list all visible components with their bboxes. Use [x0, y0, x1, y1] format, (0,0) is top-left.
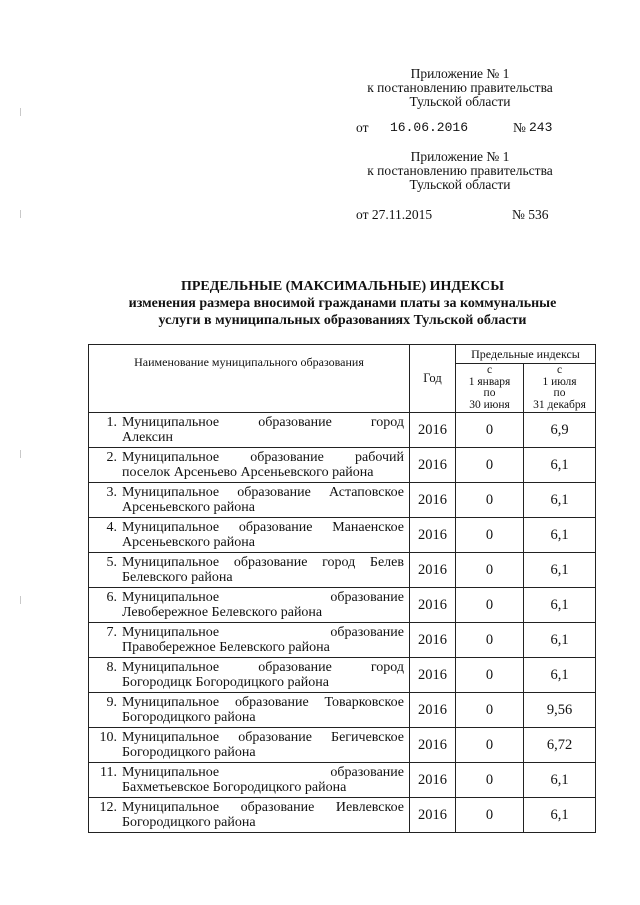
- amendment-date-prefix: от: [356, 120, 369, 135]
- cell-municipality: [89, 483, 410, 518]
- document-heading: [60, 278, 625, 329]
- cell-year: 2016: [410, 553, 456, 588]
- binder-mark: [20, 210, 21, 218]
- column-header-limits: Предельные индексы: [456, 345, 596, 364]
- table-row: [89, 588, 596, 623]
- municipality-name-line: Муниципальное образование город Белев: [122, 555, 404, 570]
- period-text: 1 июля: [542, 375, 577, 388]
- municipality-name-line: Алексин: [122, 430, 173, 445]
- cell-index-first-half: 0: [456, 588, 524, 623]
- cell-index-second-half: 6,1: [524, 623, 596, 658]
- municipality-name-line: Правобережное Белевского района: [122, 640, 330, 655]
- annex-line: к постановлению правительства: [367, 163, 553, 178]
- period-text: с: [556, 364, 563, 376]
- cell-index-first-half: 0: [456, 623, 524, 658]
- amendment-annex-header: [340, 67, 580, 109]
- annex-line: Тульской области: [409, 94, 511, 109]
- cell-index-first-half: 0: [456, 483, 524, 518]
- cell-index-first-half: 0: [456, 448, 524, 483]
- cell-municipality: [89, 588, 410, 623]
- period-text: 1 января: [468, 375, 511, 388]
- cell-index-first-half: 0: [456, 728, 524, 763]
- cell-year: 2016: [410, 413, 456, 448]
- municipality-name-line: Богородицкого района: [122, 815, 256, 830]
- indices-table-body: [89, 345, 596, 833]
- municipality-name-line: Богородицкого района: [122, 710, 256, 725]
- table-row: [89, 728, 596, 763]
- municipality-name-line: Муниципальное образование: [122, 625, 404, 640]
- column-header-second-half: [524, 364, 596, 413]
- binder-mark: [20, 596, 21, 604]
- column-header-name: Наименование муниципального образования: [89, 345, 410, 413]
- cell-index-second-half: 9,56: [524, 693, 596, 728]
- heading-line: ПРЕДЕЛЬНЫЕ (МАКСИМАЛЬНЫЕ) ИНДЕКСЫ: [180, 279, 505, 294]
- row-number: 10.: [99, 730, 117, 745]
- cell-index-first-half: 0: [456, 798, 524, 833]
- cell-index-first-half: 0: [456, 518, 524, 553]
- municipality-name-line: Арсеньевского района: [122, 500, 255, 515]
- municipality-name-line: Муниципальное образование: [122, 765, 404, 780]
- cell-municipality: [89, 728, 410, 763]
- municipality-name-line: Муниципальное образование рабочий: [122, 450, 404, 465]
- period-text: с: [486, 364, 493, 376]
- row-number: 5.: [106, 555, 117, 570]
- row-number: 4.: [106, 520, 117, 535]
- original-annex-header: [340, 150, 580, 192]
- row-number: 7.: [106, 625, 117, 640]
- cell-index-first-half: 0: [456, 413, 524, 448]
- period-text: по: [483, 387, 496, 399]
- cell-year: 2016: [410, 448, 456, 483]
- table-row: [89, 483, 596, 518]
- cell-municipality: [89, 413, 410, 448]
- cell-municipality: [89, 448, 410, 483]
- municipality-name-line: Муниципальное образование город: [122, 415, 404, 430]
- cell-municipality: [89, 553, 410, 588]
- annex-title: Приложение № 1: [410, 149, 510, 164]
- heading-line: услуги в муниципальных образованиях Тульской области: [158, 313, 527, 328]
- municipality-name-line: Муниципальное образование Иевлевское: [122, 800, 404, 815]
- municipality-name-line: Муниципальное образование Бегичевское: [122, 730, 404, 745]
- original-date: от 27.11.2015: [356, 207, 433, 222]
- cell-year: 2016: [410, 588, 456, 623]
- cell-year: 2016: [410, 518, 456, 553]
- binder-mark: [20, 450, 21, 458]
- cell-municipality: [89, 658, 410, 693]
- cell-year: 2016: [410, 763, 456, 798]
- row-number: 2.: [106, 450, 117, 465]
- municipality-name-line: Богородицк Богородицкого района: [122, 675, 329, 690]
- period-text: 31 декабря: [533, 398, 586, 411]
- municipality-name-line: Бахметьевское Богородицкого района: [122, 780, 347, 795]
- heading-line: изменения размера вносимой гражданами платы за коммунальные: [128, 296, 557, 311]
- indices-table: [88, 344, 596, 833]
- cell-year: 2016: [410, 693, 456, 728]
- amendment-number-sign: №: [513, 120, 526, 135]
- period-text: по: [553, 387, 566, 399]
- table-header-row: [89, 345, 596, 364]
- municipality-name-line: поселок Арсеньево Арсеньевского района: [122, 465, 374, 480]
- amendment-number: 243: [529, 120, 553, 135]
- cell-index-second-half: 6,1: [524, 798, 596, 833]
- cell-index-first-half: 0: [456, 553, 524, 588]
- cell-index-second-half: 6,1: [524, 518, 596, 553]
- original-number: № 536: [512, 207, 549, 222]
- table-row: [89, 553, 596, 588]
- cell-index-first-half: 0: [456, 658, 524, 693]
- municipality-name-line: Муниципальное образование Астаповское: [122, 485, 404, 500]
- table-row: [89, 448, 596, 483]
- annex-line: Тульской области: [409, 177, 511, 192]
- municipality-name-line: Богородицкого района: [122, 745, 256, 760]
- row-number: 11.: [100, 765, 117, 780]
- cell-index-second-half: 6,1: [524, 483, 596, 518]
- row-number: 6.: [106, 590, 117, 605]
- cell-index-second-half: 6,9: [524, 413, 596, 448]
- cell-municipality: [89, 798, 410, 833]
- binder-mark: [20, 108, 21, 116]
- annex-line: к постановлению правительства: [367, 80, 553, 95]
- cell-index-first-half: 0: [456, 763, 524, 798]
- cell-municipality: [89, 763, 410, 798]
- cell-municipality: [89, 693, 410, 728]
- cell-index-second-half: 6,1: [524, 588, 596, 623]
- cell-index-second-half: 6,1: [524, 448, 596, 483]
- row-number: 8.: [106, 660, 117, 675]
- table-row: [89, 623, 596, 658]
- row-number: 12.: [99, 800, 117, 815]
- row-number: 1.: [106, 415, 117, 430]
- cell-year: 2016: [410, 798, 456, 833]
- cell-year: 2016: [410, 483, 456, 518]
- table-row: [89, 763, 596, 798]
- amendment-date: 16.06.2016: [390, 120, 469, 135]
- table-row: [89, 693, 596, 728]
- municipality-name-line: Белевского района: [122, 570, 233, 585]
- period-text: 30 июня: [469, 398, 510, 411]
- cell-year: 2016: [410, 728, 456, 763]
- municipality-name-line: Арсеньевского района: [122, 535, 255, 550]
- municipality-name-line: Муниципальное образование Манаенское: [122, 520, 404, 535]
- annex-title: Приложение № 1: [410, 66, 510, 81]
- cell-municipality: [89, 623, 410, 658]
- municipality-name-line: Муниципальное образование: [122, 590, 404, 605]
- cell-municipality: [89, 518, 410, 553]
- municipality-name-line: Левобережное Белевского района: [122, 605, 323, 620]
- table-row: [89, 658, 596, 693]
- cell-index-first-half: 0: [456, 693, 524, 728]
- cell-index-second-half: 6,1: [524, 658, 596, 693]
- cell-index-second-half: 6,1: [524, 763, 596, 798]
- cell-year: 2016: [410, 623, 456, 658]
- column-header-first-half: [456, 364, 524, 413]
- municipality-name-line: Муниципальное образование город: [122, 660, 404, 675]
- table-row: [89, 798, 596, 833]
- cell-index-second-half: 6,1: [524, 553, 596, 588]
- table-row: [89, 413, 596, 448]
- municipality-name-line: Муниципальное образование Товарковское: [122, 695, 404, 710]
- cell-year: 2016: [410, 658, 456, 693]
- table-row: [89, 518, 596, 553]
- row-number: 3.: [106, 485, 117, 500]
- column-header-year: Год: [410, 345, 456, 413]
- cell-index-second-half: 6,72: [524, 728, 596, 763]
- row-number: 9.: [106, 695, 117, 710]
